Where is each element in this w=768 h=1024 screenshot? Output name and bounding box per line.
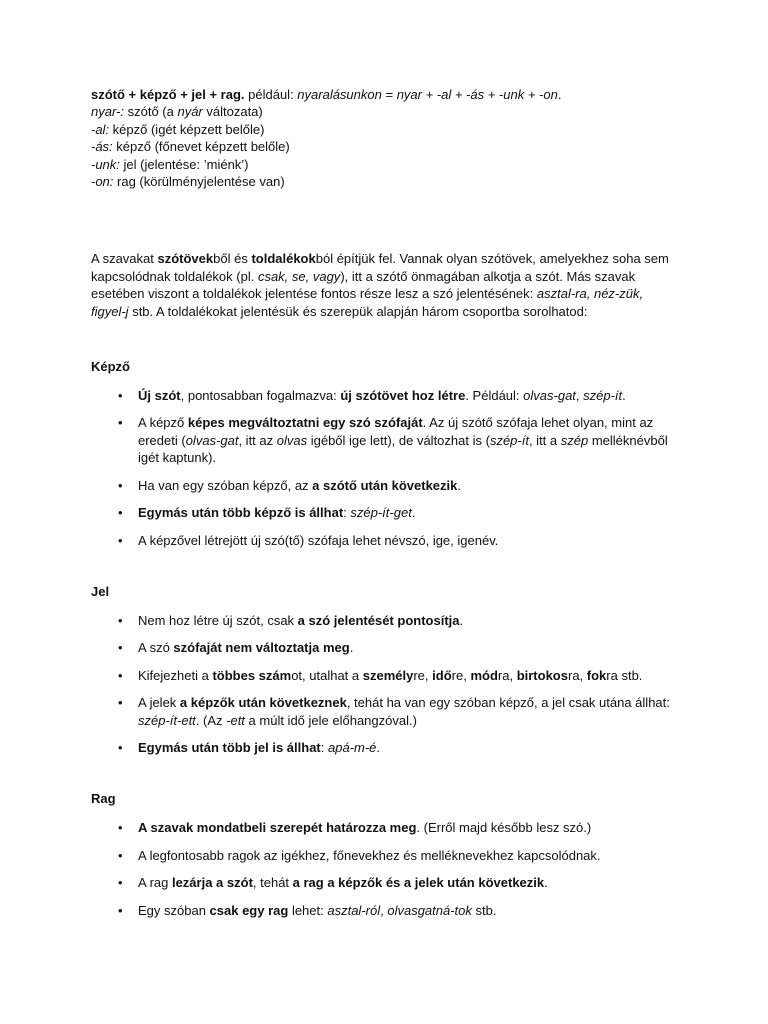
list-item [138, 414, 676, 466]
italic-text: nyaralásunkon [297, 87, 382, 102]
italic-text: szép-ít-get [350, 505, 412, 521]
text-run: stb. A toldalékokat jelentésük és szerepük alapján három csoportba sorolhatod: [128, 303, 588, 319]
text-run: . [622, 388, 626, 404]
bold-text: a szótő után következik [312, 477, 458, 493]
italic-text: asztal-ra, néz-zük, figyel-j [91, 286, 644, 319]
italic-text: nyar + -al + -ás + -unk + -on [396, 87, 558, 102]
text-run: re, [413, 667, 433, 683]
italic-text: nyár [177, 104, 203, 120]
text-run: . [457, 477, 462, 493]
italic-text: -ett [226, 712, 245, 728]
text-run: re, [451, 667, 471, 683]
bold-text: szótövek [157, 251, 214, 267]
text-run: , [575, 388, 584, 404]
bold-text: A szavak mondatbeli szerepét határozza meg [138, 820, 417, 836]
text-run: , itt az [238, 432, 277, 448]
text-run: melléknévből igét kaptunk). [138, 432, 668, 466]
text-run: ot, utalhat a [291, 667, 363, 683]
text-run: , tehát ha van egy szóban képző, a jel csak utána állhat: [346, 695, 670, 711]
italic-text: -unk: [91, 156, 120, 172]
document-page [91, 86, 676, 929]
intro-line-2 [91, 103, 676, 120]
bold-text: birtokos [516, 667, 568, 683]
bullet-list [91, 819, 676, 919]
text-run: : [320, 739, 328, 755]
intro-line-3 [91, 121, 676, 138]
text-run: ra, [567, 667, 587, 683]
section-heading: Rag [91, 791, 116, 807]
text-run: A szavakat [91, 251, 158, 267]
italic-text: csak, se, vagy [257, 268, 341, 284]
list-item [138, 819, 676, 836]
text-run: Ha van egy szóban képző, az [138, 477, 313, 493]
text-run: . Például: [465, 388, 524, 404]
bold-text: mód [470, 667, 498, 683]
text-run: például: [244, 87, 298, 102]
text-run: szótő (a [124, 104, 178, 120]
text-run: A szó [138, 640, 174, 656]
text-run: . [544, 875, 548, 891]
intro-line-1 [91, 86, 676, 103]
text-run: A képző [138, 415, 188, 431]
list-item [138, 504, 676, 521]
italic-text: szép-ít-ett [138, 712, 196, 728]
text-run: A legfontosabb ragok az igékhez, főnevekhez és melléknevekhez kapcsolódnak. [138, 847, 601, 863]
italic-text: nyar-: [91, 104, 124, 120]
text-run: : [343, 505, 351, 521]
bold-text: képes megváltoztatni egy szó szófaját [187, 415, 423, 431]
bold-text: személy [362, 667, 414, 683]
list-item [138, 739, 676, 756]
text-run: Egy szóban [138, 902, 210, 918]
bold-text: lezárja a szót [171, 875, 253, 891]
bold-text: Egymás után több képző is állhat [138, 505, 344, 521]
text-run: A rag [138, 875, 172, 891]
bold-text: Egymás után több jel is állhat [138, 739, 321, 755]
section-heading: Képző [91, 359, 130, 375]
text-run: ből és [213, 251, 252, 267]
bold-text: a képzők után következnek [179, 695, 347, 711]
section-rag [91, 790, 676, 919]
text-run: jel (jelentése: ’miénk’) [119, 156, 249, 172]
list-item [138, 847, 676, 864]
italic-text: apá-m-é [328, 739, 377, 755]
list-item [138, 477, 676, 494]
bold-text: többes szám [212, 667, 292, 683]
text-run: . [459, 612, 464, 628]
list-item [138, 387, 676, 404]
text-run: , [380, 902, 388, 918]
section-kepzo [91, 358, 676, 549]
list-item [138, 667, 676, 684]
text-run: . (Az [195, 712, 227, 728]
text-run: igéből ige lett), de változhat is ( [307, 432, 490, 448]
italic-text: asztal-ról [327, 902, 381, 918]
list-item [138, 532, 676, 549]
section-jel [91, 583, 676, 756]
list-item [138, 902, 676, 919]
text-run: . Az új szótő szófaja lehet olyan, mint az eredeti ( [138, 415, 654, 448]
text-run: ra stb. [606, 667, 643, 683]
italic-text: szép-ít [583, 388, 623, 404]
text-run: . [411, 505, 416, 521]
bold-text: a rag a képzők és a jelek után következik [292, 875, 545, 891]
bold-text: szófaját nem változtatja meg [173, 640, 350, 656]
text-run: képző (főnevet képzett belőle) [112, 139, 290, 155]
bullet-list [91, 387, 676, 549]
text-run: , pontosabban fogalmazva: [180, 388, 341, 404]
italic-text: -al: [91, 121, 110, 137]
italic-text: olvas-gat [523, 388, 576, 404]
list-item [138, 639, 676, 656]
text-run: = [381, 87, 397, 102]
text-run: , tehát [252, 875, 293, 891]
intro-line-4 [91, 138, 676, 155]
list-item [138, 874, 676, 891]
text-run: ból építjük fel. Vannak olyan szótövek, amelyekhez soha sem kapcsolódnak toldalékok (pl. [91, 251, 669, 284]
text-run: lehet: [288, 902, 328, 918]
section-heading: Jel [91, 583, 110, 599]
text-run: . (Erről majd később lesz szó.) [416, 820, 592, 836]
text-run: ra, [497, 667, 517, 683]
bold-text: toldalékok [251, 251, 316, 267]
intro-paragraph [91, 250, 676, 320]
list-item [138, 694, 676, 729]
text-run: a múlt idő jele előhangzóval.) [244, 712, 417, 728]
text-run: . [376, 739, 381, 755]
italic-text: olvas [276, 432, 308, 448]
text-run: rag (körülményjelentése van) [113, 174, 285, 190]
text-run: képző (igét képzett belőle) [109, 121, 265, 137]
text-run: Kifejezheti a [138, 667, 213, 683]
list-item [138, 612, 676, 629]
italic-text: szép-ít [489, 432, 529, 448]
text-run: Nem hoz létre új szót, csak [138, 612, 298, 628]
text-run: ), itt a szótő önmagában alkotja a szót. Más szavak esetében viszont a toldalékok jelentése fontos része lesz a szó jelentésének: [91, 268, 636, 302]
italic-text: olvasgatná-tok [387, 902, 472, 918]
text-run: stb. [471, 902, 497, 918]
bold-text: új szótövet hoz létre [340, 388, 466, 404]
text-run: . [349, 640, 354, 656]
bold-text: csak egy rag [209, 902, 289, 918]
bullet-list [91, 612, 676, 756]
text-run: . [557, 87, 562, 102]
italic-text: szép [560, 432, 589, 448]
italic-text: -on: [91, 174, 114, 190]
bold-text: szótő + képző + jel + rag. [91, 87, 245, 102]
bold-text: a szó jelentését pontosítja [297, 612, 460, 628]
intro-line-6 [91, 173, 676, 190]
text-run: A képzővel létrejött új szó(tő) szófaja lehet névszó, ige, igenév. [138, 532, 499, 548]
bold-text: Új szót [138, 388, 181, 404]
text-run: A jelek [138, 695, 180, 711]
text-run: , itt a [528, 432, 561, 448]
bold-text: idő [432, 667, 452, 683]
text-run: változata) [202, 104, 263, 120]
italic-text: olvas-gat [185, 432, 239, 448]
bold-text: fok [586, 667, 607, 683]
intro-line-5 [91, 156, 676, 173]
italic-text: -ás: [91, 139, 113, 155]
